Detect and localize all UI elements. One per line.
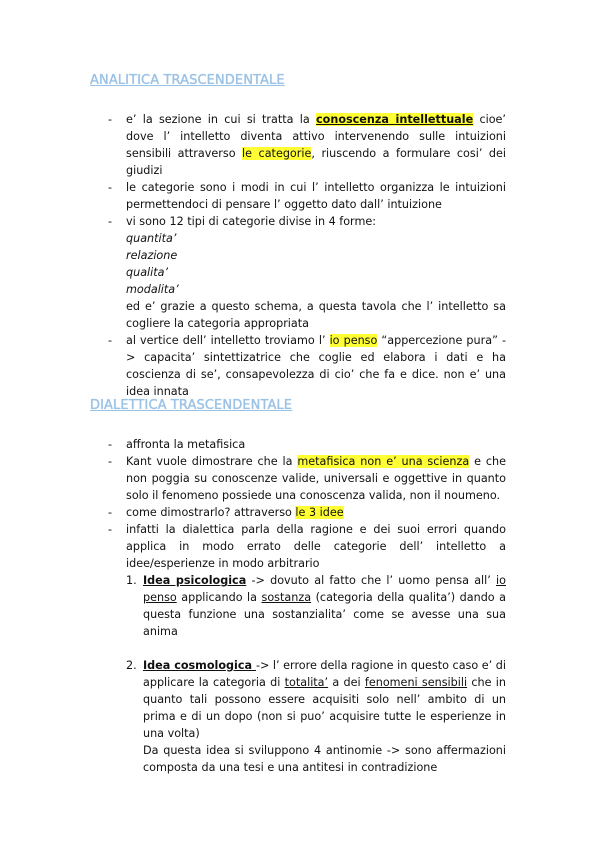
analitica-list [108, 111, 506, 400]
category-form: quantita’ [126, 232, 177, 245]
section-title-analitica: ANALITICA TRASCENDENTALE [90, 73, 285, 88]
item-number: 2. [126, 659, 137, 672]
list-item: - affronta la metafisica [108, 438, 246, 451]
idea-cosmologica: 2. Idea cosmologica -> l’ errore della ragione in questo caso e’ di applicare la categoria di totalita’ a dei fenomeni sensibili che in quanto tali possono essere acquisiti solo nell’ ambito di un prima e di un dopo (non si puo’ acquisire tutte le esperienze in una volta) Da questa idea si sviluppono 4 antinomie -> sono affermazioni composta da una tesi e una antitesi in contradizione [126, 659, 506, 774]
idea-title: Idea psicologica [143, 574, 247, 587]
highlight-categorie: le categorie [242, 147, 312, 160]
dash-bullet: - [108, 455, 113, 468]
dash-bullet: - [108, 523, 113, 536]
category-form: modalita’ [126, 283, 179, 296]
dash-bullet: - [108, 181, 113, 194]
list-item: - al vertice dell’ intelletto troviamo l’ io penso “appercezione pura” -> capacita’ sintettizatrice che coglie ed elabora i dati e ha coscienza di se’, consapevolezza di cio’ che fa e dice. non e’ una idea innata [108, 334, 506, 398]
list-item: - come dimostrarlo? attraverso le 3 idee [108, 506, 344, 519]
highlight-conoscenza: conoscenza intellettuale [316, 113, 474, 126]
dash-bullet: - [108, 334, 113, 347]
list-item: - e’ la sezione in cui si tratta la conoscenza intellettuale cioe’ dove l’ intelletto diventa attivo intervenendo sulle intuizioni sensibili attraverso le categorie, riuscendo a formulare cosi’ dei giudizi [108, 113, 506, 177]
item-number: 1. [126, 574, 137, 587]
highlight-metafisica: metafisica non e’ una scienza [297, 455, 470, 468]
highlight-3-idee: le 3 idee [295, 506, 344, 519]
list-item: - Kant vuole dimostrare che la metafisica non e’ una scienza e che non poggia su conoscenze valide, universali e oggettive in quanto solo il fenomeno possiede una conoscenza valida, non il noumeno. [108, 455, 507, 502]
list-item: - vi sono 12 tipi di categorie divise in 4 forme: quantita’ relazione qualita’ modalita’ ed e’ grazie a questo schema, a questa tavola che l’ intelletto sa cogliere la categoria appropriata [108, 215, 506, 330]
dash-bullet: - [108, 506, 113, 519]
section-title-dialettica: DIALETTICA TRASCENDENTALE [90, 398, 293, 413]
list-item: - le categorie sono i modi in cui l’ intelletto organizza le intuizioni permettendoci di pensare l’ oggetto dato dall’ intuizione [108, 181, 506, 211]
category-form: relazione [126, 249, 178, 262]
dash-bullet: - [108, 215, 113, 228]
highlight-io-penso: io penso [329, 334, 378, 347]
idea-title: Idea cosmologica [143, 659, 256, 672]
idea-psicologica: 1. Idea psicologica -> dovuto al fatto che l’ uomo pensa all’ io penso applicando la sostanza (categoria della qualita’) dando a questa funzione una sostanzialita’ come se avesse una sua anima [126, 574, 507, 638]
dash-bullet: - [108, 438, 113, 451]
dialettica-list [108, 436, 506, 776]
dash-bullet: - [108, 113, 113, 126]
ideas-list [126, 572, 506, 776]
list-item: - infatti la dialettica parla della ragione e dei suoi errori quando applica in modo errato delle categorie dell’ intelletto a idee/esperienze in modo arbitrario 1. Idea psicologica -> dovuto al fatto che l’ uomo pensa all’ io penso applicando la sostanza (categoria della qualita’) dando a questa funzione una sostanzialita’ come se avesse una sua anima 2. Idea cosmologica -> l’ errore della ragione in questo caso e’ di applicare la categoria di totalita’ a dei fenomeni sensibili che in quanto tali possono essere acquisiti solo nell’ ambito di un prima e di un dopo (non si puo’ acquisire tutte le esperienze in una volta) Da questa idea si sviluppono 4 antinomie -> sono affermazioni composta da una tesi e una antitesi in contradizione [108, 523, 507, 774]
category-form: qualita’ [126, 266, 169, 279]
